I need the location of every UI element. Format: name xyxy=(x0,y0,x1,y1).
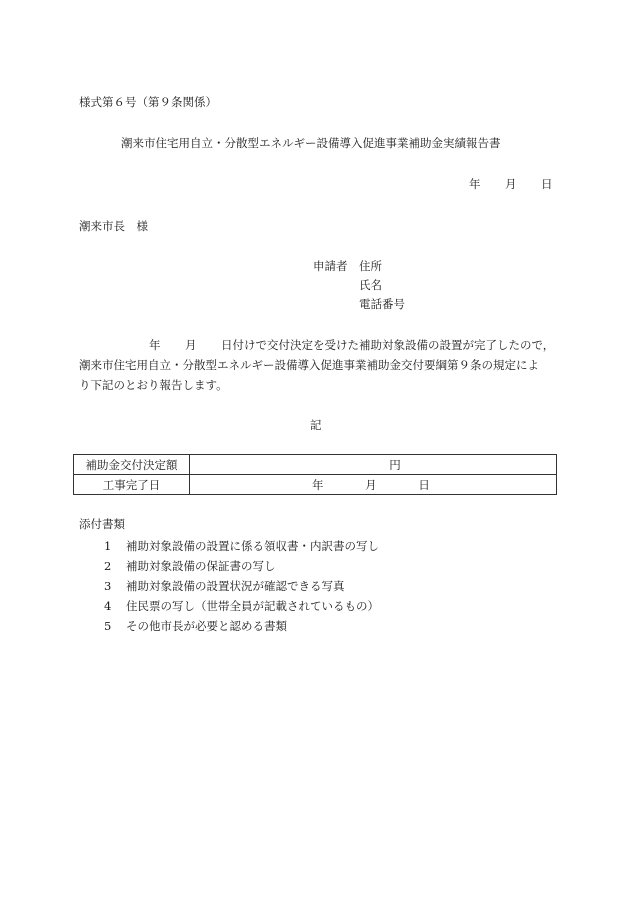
attachment-num-1: 1 xyxy=(104,539,112,553)
body-line-1: 日付けで交付決定を受けた補助対象設備の設置が完了したので， xyxy=(221,338,555,352)
completion-date-label: 工事完了日 xyxy=(74,475,190,495)
date-month: 月 xyxy=(505,177,517,191)
date-day: 日 xyxy=(541,177,553,191)
attachment-text-1: 補助対象設備の設置に係る領収書・内訳書の写し xyxy=(126,539,379,553)
completion-date-value xyxy=(190,475,557,495)
completion-month: 月 xyxy=(365,477,377,492)
addressee: 潮来市長 様 xyxy=(79,219,148,233)
document-title: 潮来市住宅用自立・分散型エネルギー設備導入促進事業補助金実績報告書 xyxy=(121,136,501,150)
attachments-heading: 添付書類 xyxy=(79,517,125,531)
completion-day: 日 xyxy=(418,477,430,492)
name-label: 氏名 xyxy=(359,278,382,292)
attachment-num-5: 5 xyxy=(104,619,112,633)
body-line-3: り下記のとおり報告します。 xyxy=(79,378,228,392)
attachment-num-2: 2 xyxy=(104,559,112,573)
report-table xyxy=(73,454,557,495)
grant-amount-unit: 円 xyxy=(190,455,557,475)
attachment-text-4: 住民票の写し（世帯全員が記載されているもの） xyxy=(126,599,379,613)
ki-heading: 記 xyxy=(310,418,322,432)
form-number: 様式第６号（第９条関係） xyxy=(79,95,217,109)
attachment-num-4: 4 xyxy=(104,599,112,613)
body-year: 年 xyxy=(149,338,161,352)
attachment-text-3: 補助対象設備の設置状況が確認できる写真 xyxy=(126,579,345,593)
grant-amount-label: 補助金交付決定額 xyxy=(74,455,190,475)
table-row xyxy=(74,455,557,475)
attachment-text-5: その他市長が必要と認める書類 xyxy=(126,619,287,633)
completion-year: 年 xyxy=(312,477,324,492)
attachment-num-3: 3 xyxy=(104,579,112,593)
table-row xyxy=(74,475,557,495)
body-month: 月 xyxy=(185,338,197,352)
body-line-2: 潮来市住宅用自立・分散型エネルギー設備導入促進事業補助金交付要綱第９条の規定によ xyxy=(79,358,539,372)
applicant-label: 申請者 xyxy=(313,259,348,273)
date-year: 年 xyxy=(469,177,481,191)
address-label: 住所 xyxy=(359,259,382,273)
phone-label: 電話番号 xyxy=(359,297,405,311)
attachment-text-2: 補助対象設備の保証書の写し xyxy=(126,559,276,573)
